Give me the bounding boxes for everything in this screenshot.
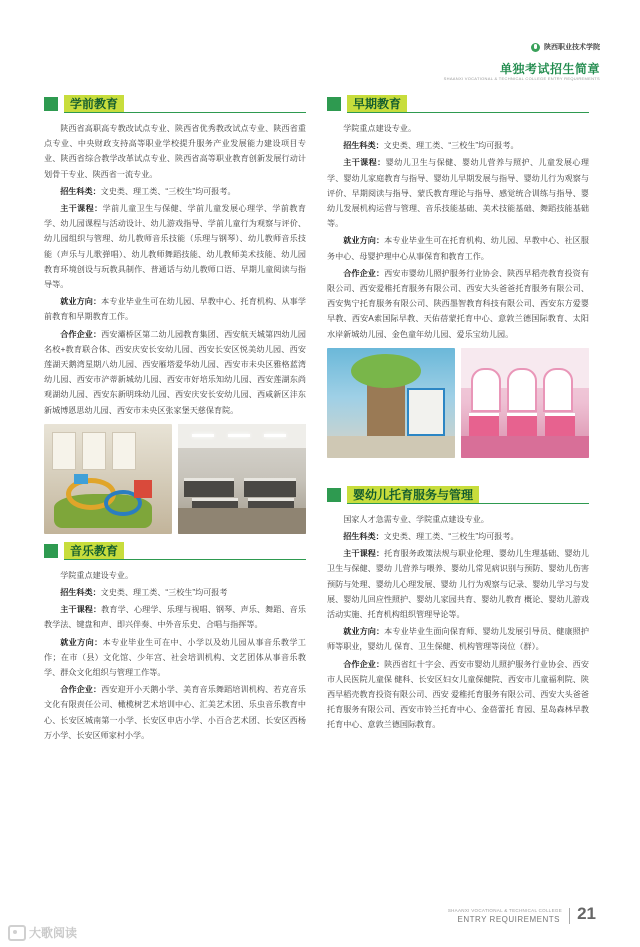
page-number: 21: [577, 904, 596, 923]
music-partner: 合作企业：西安迎开小天鹅小学、美育音乐舞蹈培训机构、若克音乐文化有限责任公司、橄榄树艺术培训中心、汇美艺术团、乐虫音乐教育中心、长安区城南第一小学、长安区申店小学、小百合艺术团、长安区西杨万小学、长安区师家村小学。: [44, 685, 306, 740]
piano-room-photo: [178, 424, 306, 534]
footer-entry-requirements: ENTRY REQUIREMENTS: [457, 915, 560, 924]
section-heading-infant: 婴幼儿托育服务与管理: [327, 486, 589, 506]
footer-college-name: SHAANXI VOCATIONAL & TECHNICAL COLLEGE: [447, 908, 562, 913]
watermark: 大歌阅读: [8, 924, 77, 941]
early-partner: 合作企业：西安市婴幼儿照护服务行业协会、陕西早稻壳教育投资有限公司、西安爱稚托育服务有限公司、西安大头爸爸托育服务有限公司、西安隽宁托育服务有限公司、陕西墨智教育科技有限公司、西安东方爱婴早教、西安A索国际早教、天佑蓓蒙托育中心、意敦兰德国际教育、太阳水岸新城幼儿园、金色童年幼儿园、爱乐宝幼儿园。: [327, 268, 589, 339]
document-title: 单独考试招生简章: [499, 62, 600, 76]
heading-marker: [44, 97, 58, 111]
section-heading-preschool: 学前教育: [44, 95, 306, 115]
preschool-partner: 合作企业：西安灞桥区第二幼儿园教育集团、西安航天城第四幼儿园名校+教育联合体、西安庆安长安幼儿园、西安长安区悦美幼儿园、西安莲湖天鹅湾星期八幼儿园、西安雁塔爱华幼儿园、西安市未央区雅格蓝湾幼儿园、西安市浐蒂新城幼儿园、西安市好培乐知幼儿园、西安莲湖东尚观湖幼儿园、西安东新明珠幼儿园、西安庆安长安幼儿园、西咸新区沣东新城博恩思幼儿园、西安市未央区张家堡天慈保育院。: [44, 329, 306, 415]
heading-marker: [327, 97, 341, 111]
early-job: 就业方向：本专业毕业生可在托育机构、幼儿园、早教中心、社区服务中心、母婴护理中心从事保育和教育工作。: [327, 236, 589, 261]
preschool-photos: [44, 424, 306, 534]
school-name: 陕西职业技术学院: [544, 44, 600, 51]
early-subject: 招生科类：文史类、理工类、“三校生”均可报考。: [343, 141, 519, 151]
section-heading-music: 音乐教育: [44, 542, 306, 562]
infant-partner: 合作企业：陕西省红十字会、西安市婴幼儿照护服务行业协会、西安市人民医院儿童保 健科、长安区妇女儿童保健院、西安市儿童福利院、陕西早稻壳教育投资有限公司、西安 爱稚托育服务有限公司、西安大头爸爸托育服务有限公司、西安市铃兰托育中心、金蓓蕾托 育园、星岛森林早教托育中心、意敦兰德国际教育。: [327, 659, 589, 730]
left-column: [44, 95, 306, 745]
heading-marker: [327, 488, 341, 502]
infant-job: 就业方向：本专业毕业生面向保育师、婴幼儿发展引导员、健康照护师等职业，婴幼儿 保育、卫生保健、机构管理等岗位（群）。: [327, 627, 589, 652]
preschool-job: 就业方向：本专业毕业生可在幼儿园、早教中心、托育机构、从事学前教育和早期教育工作。: [44, 297, 306, 322]
nursery-pink-photo: [461, 348, 589, 458]
preschool-subject: 招生科类：文史类、理工类、“三校生”均可报考。: [60, 186, 236, 196]
watermark-logo-icon: [8, 925, 26, 941]
school-brand: [531, 42, 600, 52]
preschool-intro: 陕西省高职高专教改试点专业、陕西省优秀教改试点专业、陕西省重点专业、中央财政支持高等职业学校提升服务产业发展能力建设项目专业、陕西省综合教学改革试点专业、陕西省高等职业教育创新发展行动计划骨干专业、陕西省一流专业。: [44, 124, 306, 179]
music-course: 主干课程：教育学、心理学、乐理与视唱、钢琴、声乐、舞蹈、音乐教学法、键盘和声、即兴伴奏、中外音乐史、合唱与指挥等。: [44, 605, 306, 630]
infant-course: 主干课程：托育服务政策法规与职业伦理、婴幼儿生理基础、婴幼儿卫生与保健、婴幼 儿营养与喂养、婴幼儿常见病识别与预防、婴幼儿伤害预防与处理、婴幼儿心理发展、婴幼 儿行为观察与记录、婴幼儿学习与发展、婴幼儿回应性照护、婴幼儿家园共育、婴幼儿教育 概论、婴幼儿游戏活动实施、托育机构组织管理导论等。: [327, 549, 589, 620]
right-column: [327, 95, 589, 735]
infant-intro: 国家人才急需专业、学院重点建设专业。: [343, 514, 489, 524]
heading-marker: [44, 544, 58, 558]
infant-subject: 招生科类：文史类、理工类、“三校生”均可报考。: [343, 532, 519, 542]
playroom-photo: [44, 424, 172, 534]
music-intro: 学院重点建设专业。: [60, 570, 134, 580]
section-heading-early: 早期教育: [327, 95, 589, 115]
preschool-course: 主干课程：学前儿童卫生与保健、学前儿童发展心理学、学前教育学、幼儿园课程与活动设计、幼儿游戏指导、学前儿童行为观察与评价、幼儿园组织与管理、幼儿教师音乐技能（乐理与钢琴）、幼儿教师音乐技能（声乐与儿歌弹唱）、幼儿教师舞蹈技能、幼儿教师美术技能、幼儿园教育环境创设与玩教具制作、普通话与幼儿教师口语、早期儿童阅读与指导等。: [44, 204, 306, 290]
school-logo-icon: [531, 43, 540, 52]
document-subtitle: SHAANXI VOCATIONAL & TECHNICAL COLLEGE ENTRY REQUIREMENTS: [443, 76, 600, 81]
early-course: 主干课程：婴幼儿卫生与保健、婴幼儿营养与照护、儿童发展心理学、婴幼儿家庭教育与指导、婴幼儿早期发展与指导、婴幼儿行为观察与评价、早期阅读与指导、蒙氏教育理论与指导、感觉统合训练与指导、婴幼儿发展机构运营与管理、音乐技能基础、美术技能基础、舞蹈技能基础等。: [327, 158, 589, 229]
music-subject: 招生科类：文史类、理工类、“三校生”均可报考: [60, 588, 228, 598]
early-photos: [327, 348, 589, 458]
music-job: 就业方向：本专业毕业生可在中、小学以及幼儿园从事音乐教学工作；在市（县）文化馆、少年宫、社会培训机构、文艺团体从事音乐教学、群众文化组织与管理工作等。: [44, 637, 306, 678]
footer-divider: [569, 908, 570, 924]
nursery-blue-photo: [327, 348, 455, 458]
early-intro: 学院重点建设专业。: [343, 124, 417, 133]
